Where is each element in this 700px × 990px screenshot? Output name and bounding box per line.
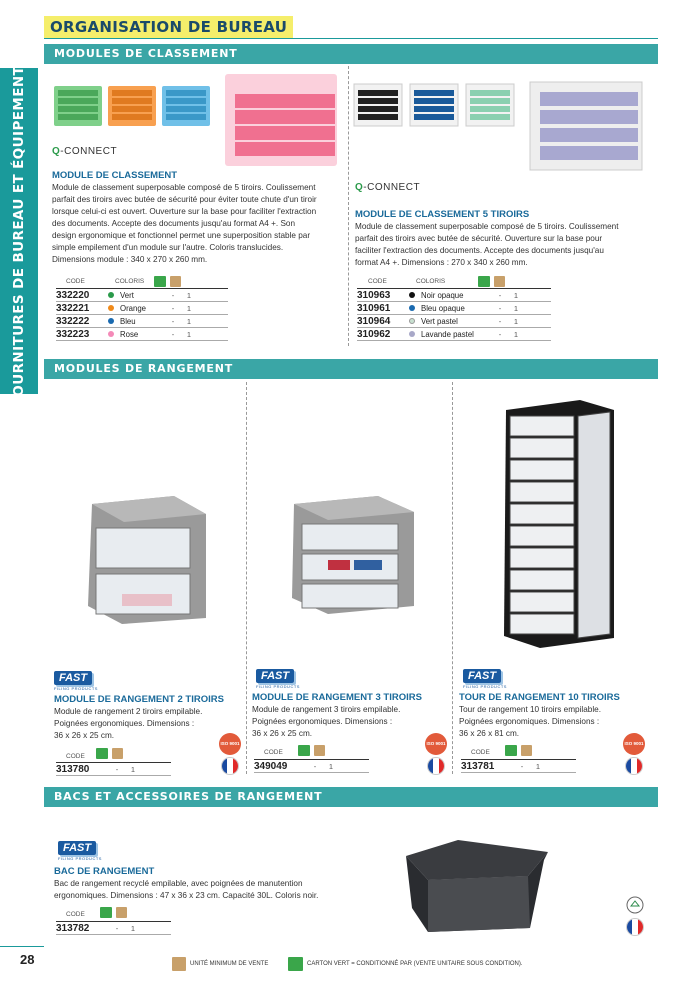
iso-badge: ISO 9001	[425, 733, 447, 755]
section-header-classement: MODULES DE CLASSEMENT	[44, 44, 658, 64]
page-number: 28	[20, 952, 35, 967]
french-flag-icon	[626, 918, 644, 936]
product-table-module-classement	[56, 288, 228, 341]
green-carton-icon	[154, 276, 166, 287]
module-5-tiroirs-image	[352, 76, 652, 176]
french-flag-icon	[221, 757, 239, 775]
table-header-colors: COLORIS	[416, 278, 446, 285]
unit-box-icon	[170, 276, 181, 287]
product-title-rangement-3: MODULE DE RANGEMENT 3 TIROIRS	[252, 692, 422, 703]
table-row: 332223 Rose - 1	[56, 328, 228, 341]
unit-box-icon	[172, 957, 186, 971]
section-header-rangement: MODULES DE RANGEMENT	[44, 359, 658, 379]
fast-logo: FAST FILING PRODUCTS	[463, 670, 507, 689]
column-divider	[452, 382, 453, 774]
module-pink	[225, 74, 337, 166]
title-rule	[44, 38, 658, 39]
table-row: 313781 - 1	[461, 760, 576, 773]
module-blue-opaque	[410, 84, 458, 126]
unit-box-icon	[112, 748, 123, 759]
bac-rangement-image	[398, 836, 554, 936]
table-row: 332221 Orange - 1	[56, 302, 228, 315]
qconnect-logo: Q-CONNECT	[355, 182, 421, 193]
table-row: 313780 - 1	[56, 763, 171, 776]
table-row: 310961 Bleu opaque - 1	[357, 302, 551, 315]
module-green	[54, 86, 102, 126]
table-row: 310962 Lavande pastel - 1	[357, 328, 551, 341]
table-row: 349049 - 1	[254, 760, 369, 773]
module-orange	[108, 86, 156, 126]
table-row: 332220 Vert - 1	[56, 289, 228, 302]
module-green-pastel	[466, 84, 514, 126]
product-desc-module-5-tiroirs: Module de classement superposable composé de 5 tiroirs. Coulissement parfait des tiroirs avec butée de sécurité. Ouverture sur la base pour faciliter l'extraction des documents. Accepte des documents jusqu'au format A4 +. Dimensions : 270 x 340 x 260 mm.	[355, 222, 619, 267]
legend-carton: CARTON VERT = CONDITIONNÉ PAR (VENTE UNITAIRE SOUS CONDITION).	[288, 957, 523, 971]
product-table-bac	[56, 921, 171, 935]
product-title-tour-10: TOUR DE RANGEMENT 10 TIROIRS	[459, 692, 620, 703]
product-desc-tour-10: Tour de rangement 10 tiroirs empilable. Poignées ergonomiques. Dimensions : 36 x 26 x 81 cm.	[459, 705, 601, 738]
product-title-rangement-2: MODULE DE RANGEMENT 2 TIROIRS	[54, 694, 224, 705]
table-header-code: CODE	[66, 911, 85, 918]
green-carton-icon	[478, 276, 490, 287]
product-title-module-classement: MODULE DE CLASSEMENT	[52, 170, 178, 181]
fast-logo: FAST FILING PRODUCTS	[54, 672, 98, 691]
product-table-rangement-2	[56, 762, 171, 776]
unit-box-icon	[314, 745, 325, 756]
rangement-2-tiroirs-image	[82, 494, 210, 626]
iso-badge: ISO 9001	[219, 733, 241, 755]
product-desc-module-classement: Module de classement superposable composé de 5 tiroirs. Coulissement parfait des tiroirs avec butée de sécurité pour éviter toute chute d'un tiroir lorsque celui-ci est ouvert. Ouverture sur la base pour faciliter l'extraction des documents. Accepte des documents jusqu'au format A4 +. Son design ergonomique et fonctionnel permet une superposition stable par simple empilement d'un module sur l'autre. Coloris translucides. Dimensions module : 340 x 270 x 260 mm.	[52, 183, 317, 264]
column-divider	[246, 382, 247, 774]
product-desc-rangement-2: Module de rangement 2 tiroirs empilable. Poignées ergonomiques. Dimensions : 36 x 26 x 25 cm.	[54, 707, 203, 740]
green-carton-icon	[505, 745, 517, 756]
iso-badge: ISO 9001	[623, 733, 645, 755]
green-carton-icon	[288, 957, 303, 971]
unit-box-icon	[521, 745, 532, 756]
product-table-module-5-tiroirs	[357, 288, 551, 341]
recycle-icon	[624, 896, 646, 914]
table-header-code: CODE	[368, 278, 387, 285]
table-row: 310964 Vert pastel - 1	[357, 315, 551, 328]
product-title-bac: BAC DE RANGEMENT	[54, 866, 155, 877]
footer-rule	[0, 946, 44, 947]
product-title-module-5-tiroirs: MODULE DE CLASSEMENT 5 TIROIRS	[355, 209, 530, 220]
french-flag-icon	[625, 757, 643, 775]
legend-unit: UNITÉ MINIMUM DE VENTE	[172, 957, 268, 971]
table-header-code: CODE	[66, 278, 85, 285]
column-divider	[348, 66, 349, 346]
side-category-label: FOURNITURES DE BUREAU ET ÉQUIPEMENTS	[11, 55, 27, 407]
table-header-colors: COLORIS	[115, 278, 145, 285]
fast-logo: FAST FILING PRODUCTS	[256, 670, 300, 689]
product-desc-bac: Bac de rangement recyclé empilable, avec poignées de manutention ergonomiques. Dimensions : 47 x 36 x 23 cm. Capacité 30L. Coloris noir.	[54, 879, 319, 900]
table-row: 310963 Noir opaque - 1	[357, 289, 551, 302]
unit-box-icon	[494, 276, 505, 287]
module-classement-image	[50, 72, 345, 172]
rangement-3-tiroirs-image	[288, 494, 418, 618]
product-table-tour-10	[461, 759, 576, 773]
module-lavender	[530, 82, 642, 170]
module-black	[354, 84, 402, 126]
green-carton-icon	[96, 748, 108, 759]
table-row: 332222 Bleu - 1	[56, 315, 228, 328]
tour-10-tiroirs-image	[500, 398, 618, 650]
product-desc-rangement-3: Module de rangement 3 tiroirs empilable. Poignées ergonomiques. Dimensions : 36 x 26 x 25 cm.	[252, 705, 401, 738]
side-category-tab	[0, 55, 38, 407]
page-title: ORGANISATION DE BUREAU	[44, 16, 293, 38]
table-header-code: CODE	[471, 749, 490, 756]
table-header-code: CODE	[264, 749, 283, 756]
qconnect-logo: Q-CONNECT	[52, 146, 118, 157]
table-header-code: CODE	[66, 753, 85, 760]
module-blue	[162, 86, 210, 126]
unit-box-icon	[116, 907, 127, 918]
fast-logo: FAST FILING PRODUCTS	[58, 842, 102, 861]
table-row: 313782 - 1	[56, 922, 171, 935]
section-header-bacs: BACS ET ACCESSOIRES DE RANGEMENT	[44, 787, 658, 807]
product-table-rangement-3	[254, 759, 369, 773]
french-flag-icon	[427, 757, 445, 775]
green-carton-icon	[100, 907, 112, 918]
green-carton-icon	[298, 745, 310, 756]
